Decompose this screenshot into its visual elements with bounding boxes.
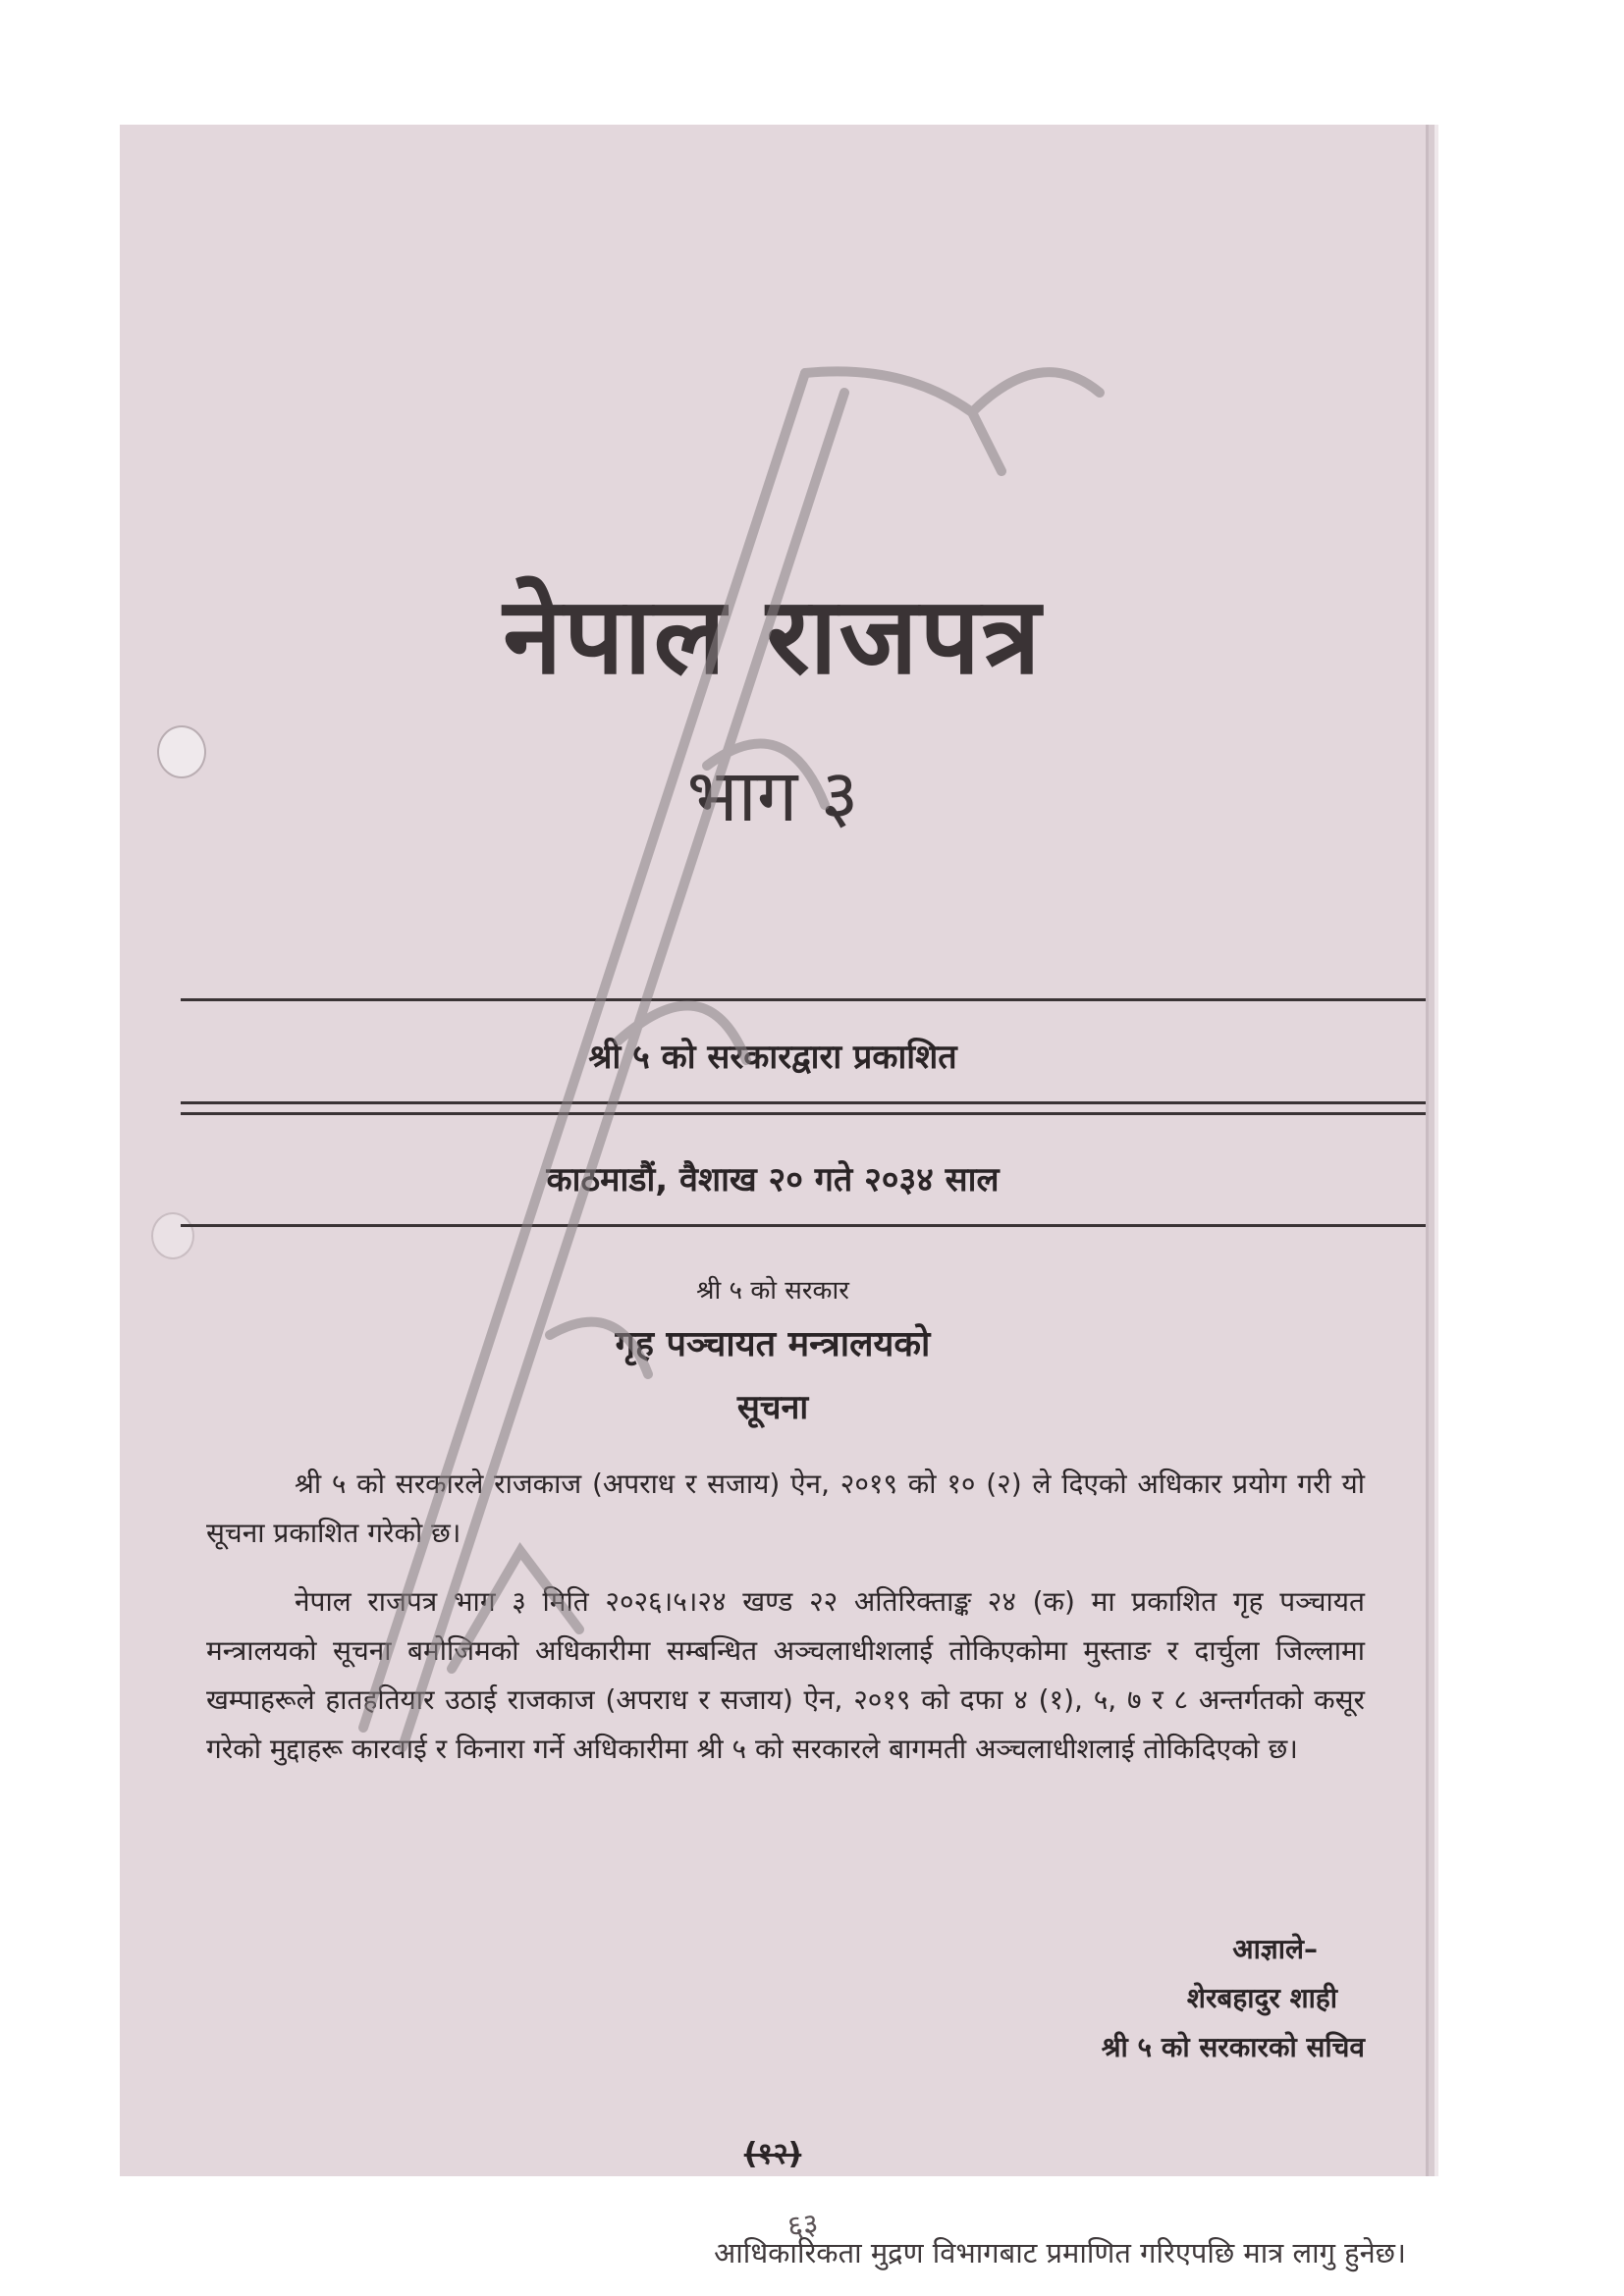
gazette-part: भाग ३ (686, 754, 859, 838)
page-number (120, 2132, 1426, 2172)
divider-double-1 (181, 1101, 1426, 1104)
page-number-text: (१२) (743, 2137, 802, 2171)
notice-paragraph-1: श्री ५ को सरकारले राजकाज (अपराध र सजाय) ऐन, २०१९ को १० (२) ले दिएको अधिकार प्रयोग गरी यो सूचना प्रकाशित गरेको छ। (206, 1468, 1365, 1549)
dateline: काठमाडौं, वैशाख २० गते २०३४ साल (546, 1160, 1000, 1200)
ministry-name: गृह पञ्चायत मन्त्रालयको (615, 1324, 931, 1364)
signatory-title: श्री ५ को सरकारको सचिव (1101, 2031, 1365, 2063)
signatory-name: शेरबहादुर शाही (1186, 1982, 1337, 2014)
signature-order: आज्ञाले– (1232, 1933, 1318, 1965)
notice-paragraph-2: नेपाल राजपत्र भाग ३ मिति २०२६।५।२४ खण्ड २२ अतिरिक्ताङ्क २४ (क) मा प्रकाशित गृह पञ्चायत मन्त्रालयको सूचना बमोजिमको अधिकारीमा सम्बन्धित अञ्चलाधीशलाई तोकिएकोमा मुस्ताङ र दार्चुला जिल्लामा खम्पाहरूले हातहतियार उठाई राजकाज (अपराध र सजाय) ऐन, २०१९ को दफा ४ (१), ५, ७ र ८ अन्तर्गतको कसूर गरेको मुद्दाहरू कारवाई र किनारा गर्ने अधिकारीमा श्री ५ को सरकारले बागमती अञ्चलाधीशलाई तोकिदिएको छ। (206, 1585, 1365, 1765)
issuing-government: श्री ५ को सरकार (696, 1276, 849, 1306)
gazette-page (120, 125, 1429, 2269)
divider-double-2 (181, 1112, 1426, 1115)
gazette-title: नेपाल राजपत्र (503, 575, 1043, 698)
notice-heading: सूचना (736, 1388, 809, 1427)
divider-top (181, 998, 1426, 1001)
handwritten-page-number: ६३ (785, 2207, 821, 2245)
publisher-line: श्री ५ को सरकारद्वारा प्रकाशित (588, 1038, 957, 1077)
divider-bottom (181, 1224, 1426, 1227)
punch-hole-bottom (151, 1212, 194, 1259)
authenticity-footnote: आधिकारिकता मुद्रण विभागबाट प्रमाणित गरिएपछि मात्र लागु हुनेछ। (714, 2236, 1406, 2269)
